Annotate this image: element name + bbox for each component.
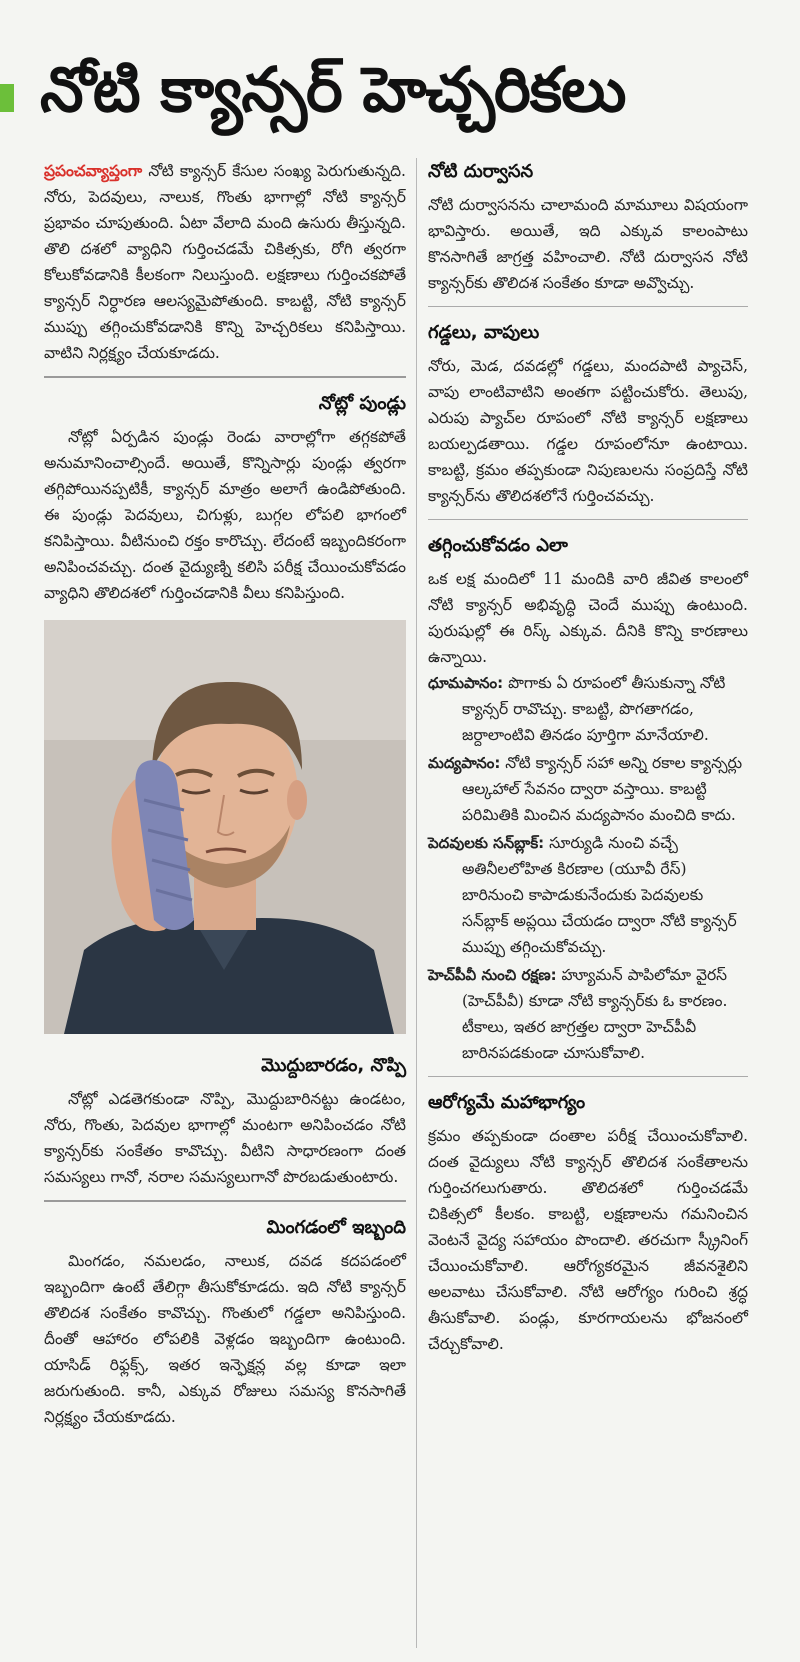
section-text-how-to-reduce: ఒక లక్ష మందిలో 11 మందికి వారి జీవిత కాలంలో నోటి క్యాన్సర్ అభివృద్ధి చెందే ముప్పు ఉంటుంది. పురుషుల్లో ఈ రిస్క్ ఎక్కువ. దీనికి కొన్ని కారణాలు ఉన్నాయి. (428, 570, 748, 666)
section-text-mouth-sores: నోట్లో ఏర్పడిన పుండ్లు రెండు వారాల్లోగా తగ్గకపోతే అనుమానించాల్సిందే. అయితే, కొన్నిసార్లు పుండ్లు త్వరగా తగ్గిపోయినప్పటికీ, క్యాన్సర్ మాత్రం అలాగే ఉండిపోతుంది. ఈ పుండ్లు పెదవులు, చిగుళ్లు, బుగ్గల లోపలి భాగంలో కనిపిస్తాయి. వీటినుంచి రక్తం కారొచ్చు. లేదంటే ఇబ్బందికరంగా అనిపించవచ్చు. దంత వైద్యుణ్ని కలిసి పరీక్ష చేయించుకోవడం వ్యాధిని తొలిదశలో గుర్తించడానికి వీలు కనిపిస్తుంది. (44, 428, 406, 602)
section-text-lumps-swelling: నోరు, మెడ, దవడల్లో గడ్డలు, మందపాటి ప్యాచెస్, వాపు లాంటివాటిని అంతగా పట్టించుకోరు. తెలుపు, ఎరుపు ప్యాచ్‌ల రూపంలో నోటి క్యాన్సర్ లక్షణాలు బయల్పడతాయి. గడ్డల రూపంలోనూ ఉంటాయి. కాబట్టి, క్రమం తప్పకుండా నిపుణులను సంప్రదిస్తే నోటి క్యాన్సర్‌ను తొలిదశలోనే గుర్తించవచ్చు. (428, 357, 748, 505)
section-text-health-is-wealth: క్రమం తప్పకుండా దంతాల పరీక్ష చేయించుకోవాలి. దంత వైద్యులు నోటి క్యాన్సర్ తొలిదశ సంకేతాలను గుర్తించగలుగుతారు. తొలిదశలో గుర్తించడమే చికిత్సలో కీలకం. కాబట్టి, లక్షణాలను గమనించిన వెంటనే వైద్య సహాయం పొందాలి. తరచుగా స్క్రీనింగ్ చేయించుకోవాలి. ఆరోగ్యకరమైన జీవనశైలిని అలవాటు చేసుకోవాలి. నోటి ఆరోగ్యం గురించి శ్రద్ధ తీసుకోవాలి. పండ్లు, కూరగాయలను భోజనంలో చేర్చుకోవాలి. (428, 1127, 748, 1353)
risk-item-alcohol (428, 750, 748, 828)
section-text-swallowing: మింగడం, నమలడం, నాలుక, దవడ కదపడంలో ఇబ్బందిగా ఉంటే తేలిగ్గా తీసుకోకూడదు. ఇది నోటి క్యాన్సర్ తొలిదశ సంకేతం కావొచ్చు. గొంతులో గడ్డలా అనిపిస్తుంది. దీంతో ఆహారం లోపలికి వెళ్లడం ఇబ్బందిగా ఉంటుంది. యాసిడ్ రిఫ్లక్స్, ఇతర ఇన్ఫెక్షన్ల వల్ల కూడా ఇలా జరుగుతుంది. కానీ, ఎక్కువ రోజులు సమస్య కొనసాగితే నిర్లక్ష్యం చేయకూడదు. (44, 1252, 406, 1426)
risk-term: ధూమపానం: (428, 674, 504, 692)
accent-bar (0, 84, 14, 112)
section-title-mouth-sores: నోట్లో పుండ్లు (318, 393, 406, 414)
intro-lead: ప్రపంచవ్యాప్తంగా (44, 161, 143, 180)
right-column (428, 158, 748, 1357)
section-title-health-is-wealth: ఆరోగ్యమే మహాభాగ్యం (428, 1092, 586, 1113)
left-column (44, 158, 406, 1430)
risk-item-sunblock (428, 830, 748, 960)
section-title-lumps-swelling: గడ్డలు, వాపులు (428, 322, 540, 343)
risk-text: సూర్యుడి నుంచి వచ్చే అతినీలలోహిత కిరణాల (యూవీ రేస్) బారినుంచి కాపాడుకునేందుకు పెదవులకు సన్‌బ్లాక్ అప్లయి చేయడం ద్వారా నోటి క్యాన్సర్ ముప్పు తగ్గించుకోవచ్చు. (462, 834, 737, 956)
man-holding-cheek-illustration (44, 620, 406, 1034)
section-divider (44, 376, 406, 378)
intro-text: నోటి క్యాన్సర్ కేసుల సంఖ్య పెరుగుతున్నది. నోరు, పెదవులు, నాలుక, గొంతు భాగాల్లో నోటి క్యాన్సర్ ప్రభావం చూపుతుంది. ఏటా వేలాది మంది ఉసురు తీస్తున్నది. తొలి దశలో వ్యాధిని గుర్తించడమే చికిత్సకు, రోగి త్వరగా కోలుకోవడానికి కీలకంగా నిలుస్తుంది. లక్షణాలు గుర్తించకపోతే క్యాన్సర్ నిర్ధారణ ఆలస్యమైపోతుంది. కాబట్టి, నోటి క్యాన్సర్ ముప్పు తగ్గించుకోవడానికి కొన్ని హెచ్చరికలు కనిపిస్తాయి. వాటిని నిర్లక్ష్యం చేయకూడదు. (44, 162, 406, 362)
section-divider (428, 306, 748, 307)
section-title-swallowing: మింగడంలో ఇబ్బంది (266, 1217, 406, 1238)
section-text-numbness-pain: నోట్లో ఎడతెగకుండా నొప్పి, మొద్దుబారినట్టు ఉండటం, నోరు, గొంతు, పెదవుల భాగాల్లో మంటగా అనిపించడం నోటి క్యాన్సర్‌కు సంకేతం కావొచ్చు. వీటిని సాధారణంగా దంత సమస్యలు గానో, నరాల సమస్యలుగానో పొరబడుతుంటారు. (44, 1090, 406, 1186)
risk-term: హెచ్‌పీవీ నుంచి రక్షణ: (428, 966, 557, 984)
section-title-bad-breath: నోటి దుర్వాసన (428, 161, 534, 182)
column-divider (416, 158, 417, 1648)
risk-text: పొగాకు ఏ రూపంలో తీసుకున్నా నోటి క్యాన్సర్ రావొచ్చు. కాబట్టి, పొగతాగడం, జర్దాలాంటివి తినడం పూర్తిగా మానేయాలి. (462, 674, 726, 744)
risk-item-hpv (428, 962, 748, 1066)
section-title-numbness-pain: మొద్దుబారడం, నొప్పి (261, 1055, 406, 1076)
section-divider (44, 1200, 406, 1202)
section-text-bad-breath: నోటి దుర్వాసనను చాలామంది మామూలు విషయంగా భావిస్తారు. అయితే, ఇది ఎక్కువ కాలంపాటు కొనసాగితే జాగ్రత్త వహించాలి. నోటి దుర్వాసన నోటి క్యాన్సర్‌కు తొలిదశ సంకేతం కూడా అవ్వొచ్చు. (428, 196, 748, 292)
risk-text: నోటి క్యాన్సర్ సహా అన్ని రకాల క్యాన్సర్లు ఆల్కహాల్ సేవనం ద్వారా వస్తాయి. కాబట్టి పరిమితికి మించిన మద్యపానం మంచిది కాదు. (462, 754, 743, 824)
section-title-how-to-reduce: తగ్గించుకోవడం ఎలా (428, 535, 568, 556)
section-divider (428, 1076, 748, 1077)
article-photo (44, 620, 406, 1034)
risk-term: మద్యపానం: (428, 754, 501, 772)
risk-item-smoking (428, 670, 748, 748)
risk-text: హ్యూమన్ పాపిలోమా వైరస్ (హెచ్‌పీవీ) కూడా నోటి క్యాన్సర్‌కు ఓ కారణం. టీకాలు, ఇతర జాగ్రత్తల ద్వారా హెచ్‌పీవీ బారినపడకుండా చూసుకోవాలి. (462, 966, 728, 1062)
section-divider (428, 519, 748, 520)
risk-term: పెదవులకు సన్‌బ్లాక్: (428, 834, 545, 852)
headline: నోటి క్యాన్సర్ హెచ్చరికలు (40, 53, 626, 126)
intro-paragraph (44, 158, 406, 366)
